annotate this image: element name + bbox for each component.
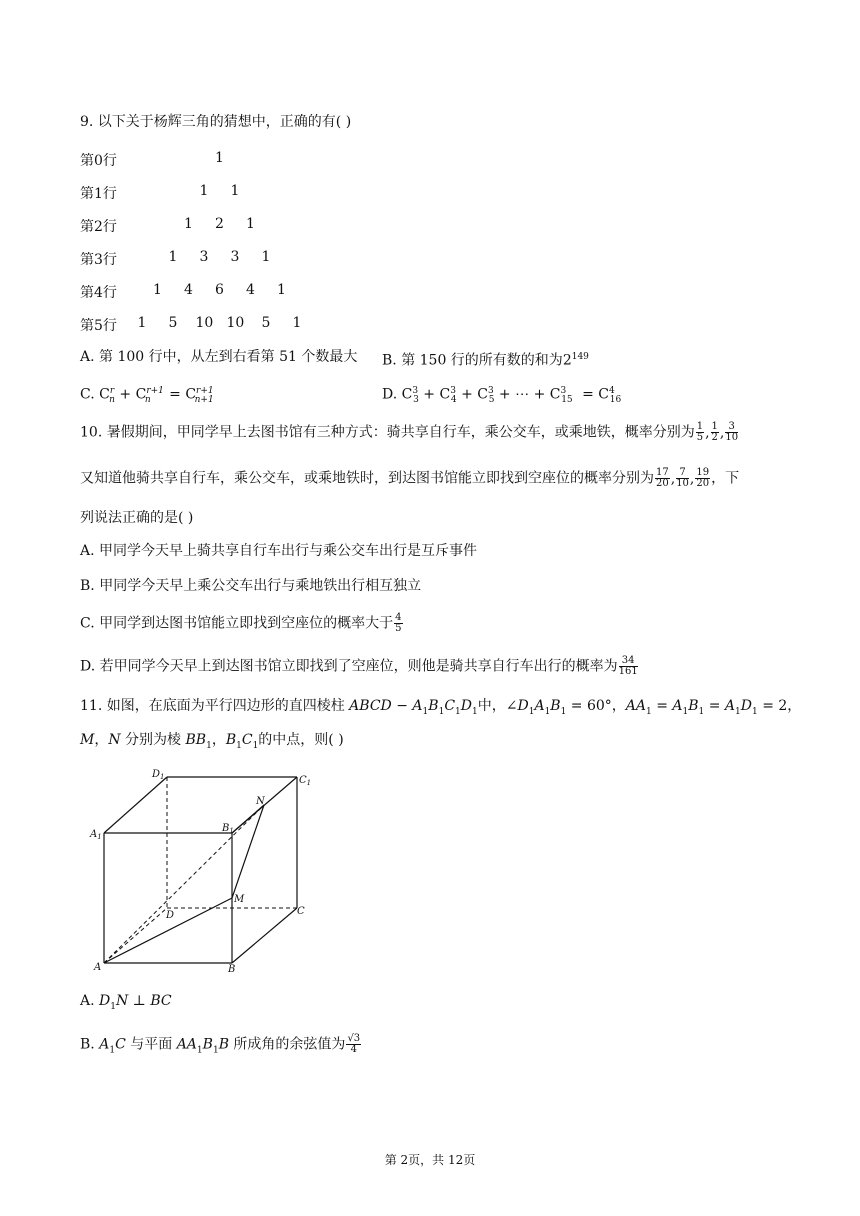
q11-line2: M，N 分别为棱 $BB_1$，$B_1C_1$的中点，则( ) — [80, 732, 344, 751]
triangle-value: 1 — [261, 249, 271, 265]
triangle-value: 4 — [246, 282, 255, 298]
q10-option-a: A. 甲同学今天早上骑共享自行车出行与乘公交车出行是互斥事件 — [80, 543, 478, 559]
frac-34-161: $\frac{34}{161}$ — [618, 655, 638, 677]
triangle-value: 6 — [215, 282, 224, 298]
q10-line2: 又知道他骑共享自行车，乘公交车，或乘地铁时，到达图书馆能立即找到空座位的概率分别为 $\frac{17}{20}$ , $\frac{7}{10}$ , $\frac{19}{20}$ ，下 — [80, 467, 740, 489]
triangle-row-label: 第1行 — [80, 186, 117, 202]
comma: , — [670, 470, 676, 487]
triangle-value: 10 — [195, 315, 214, 331]
q11-option-a: A. $D_1N$ ⊥ BC — [80, 993, 172, 1012]
q10-option-b: B. 甲同学今天早上乘公交车出行与乘地铁出行相互独立 — [80, 578, 422, 594]
triangle-value: 1 — [137, 315, 147, 331]
triangle-value: 3 — [199, 249, 209, 265]
triangle-row-label: 第3行 — [80, 252, 117, 268]
q9-option-c: C. $C^r_n + C^{r+1}_n = C^{r+1}_{n+1}$ — [80, 386, 214, 406]
triangle-value: 1 — [277, 282, 286, 298]
fraction: $\frac{3}{10}$ — [725, 421, 739, 443]
triangle-row-label: 第5行 — [80, 318, 117, 334]
label-a: A — [94, 962, 102, 973]
q10-line1: 10. 暑假期间，甲同学早上去图书馆有三种方式：骑共享自行车，乘公交车，或乘地铁，概率分别为 $\frac{1}{5}$ , $\frac{1}{2}$ , $\frac{3}{10}$ — [80, 421, 739, 443]
q10-option-c: C. 甲同学到达图书馆能立即找到空座位的概率大于 $\frac{4}{5}$ — [80, 612, 402, 634]
triangle-value: 1 — [199, 183, 209, 199]
label-n: N — [256, 796, 265, 807]
triangle-value: 1 — [153, 282, 162, 298]
triangle-value: 5 — [261, 315, 271, 331]
comma: , — [705, 424, 710, 441]
fraction: $\frac{1}{2}$ — [711, 421, 718, 443]
label-b1: $B_1$ — [222, 823, 234, 835]
triangle-row-label: 第2行 — [80, 219, 117, 235]
triangle-row-label: 第0行 — [80, 153, 117, 169]
triangle-value: 2 — [215, 216, 224, 232]
q10-option-d: D. 若甲同学今天早上到达图书馆立即找到了空座位，则他是骑共享自行车出行的概率为 $\frac{34}{161}$ — [80, 655, 638, 677]
triangle-value: 1 — [215, 150, 224, 166]
fraction: $\frac{1}{5}$ — [696, 421, 704, 443]
q11-line1: 11. 如图，在底面为平行四边形的直四棱柱 ABCD − $A_1B_1C_1D_1$中，$\angle D_1A_1B_1 = 60^\circ$，$AA_1 = A_1B_1 = A_1D_1 = 2$， — [80, 698, 802, 717]
fraction: $\frac{19}{20}$ — [696, 467, 710, 489]
fraction: $\frac{7}{10}$ — [676, 467, 689, 489]
triangle-value: 4 — [184, 282, 193, 298]
triangle-value: 1 — [184, 216, 193, 232]
label-d1: $D_1$ — [152, 769, 165, 781]
q9-option-b: B. 第 150 行的所有数的和为$2^{149}$ — [382, 352, 589, 369]
triangle-row-label: 第4行 — [80, 285, 117, 301]
q9-option-a: A. 第 100 行中，从左到右看第 51 个数最大 — [80, 349, 358, 365]
triangle-value: 5 — [168, 315, 178, 331]
triangle-value: 1 — [246, 216, 255, 232]
fraction: $\frac{17}{20}$ — [656, 467, 669, 489]
q9-stem: 9. 以下关于杨辉三角的猜想中，正确的有( ) — [80, 114, 352, 130]
triangle-value: 10 — [226, 315, 245, 331]
label-b: B — [228, 964, 236, 975]
triangle-value: 1 — [168, 249, 178, 265]
q11-option-b: B. $A_1C$ 与平面 $AA_1B_1B$ 所成角的余弦值为 $\frac{√3}{4}$ — [80, 1033, 361, 1056]
prism-figure — [88, 765, 318, 975]
q10-line3: 列说法正确的是( ) — [80, 510, 194, 526]
label-m: M — [234, 894, 245, 905]
label-c1: $C_1$ — [299, 775, 312, 787]
triangle-value: 3 — [230, 249, 240, 265]
label-a1: $A_1$ — [90, 829, 102, 841]
comma: , — [719, 424, 725, 441]
frac-4-5: $\frac{4}{5}$ — [395, 612, 402, 634]
frac-sqrt3-4: $\frac{√3}{4}$ — [347, 1033, 361, 1055]
triangle-value: 1 — [230, 183, 240, 199]
triangle-value: 1 — [292, 315, 302, 331]
q9-option-d: D. $C^3_3 + C^3_4 + C^3_5$ + ⋯ + $C^3_{15} = C^4_{16}$ — [382, 386, 622, 406]
page-footer: 第 2页，共 12页 — [384, 1153, 476, 1167]
label-c: C — [297, 906, 305, 917]
comma: , — [689, 470, 695, 487]
label-d: D — [166, 910, 175, 921]
